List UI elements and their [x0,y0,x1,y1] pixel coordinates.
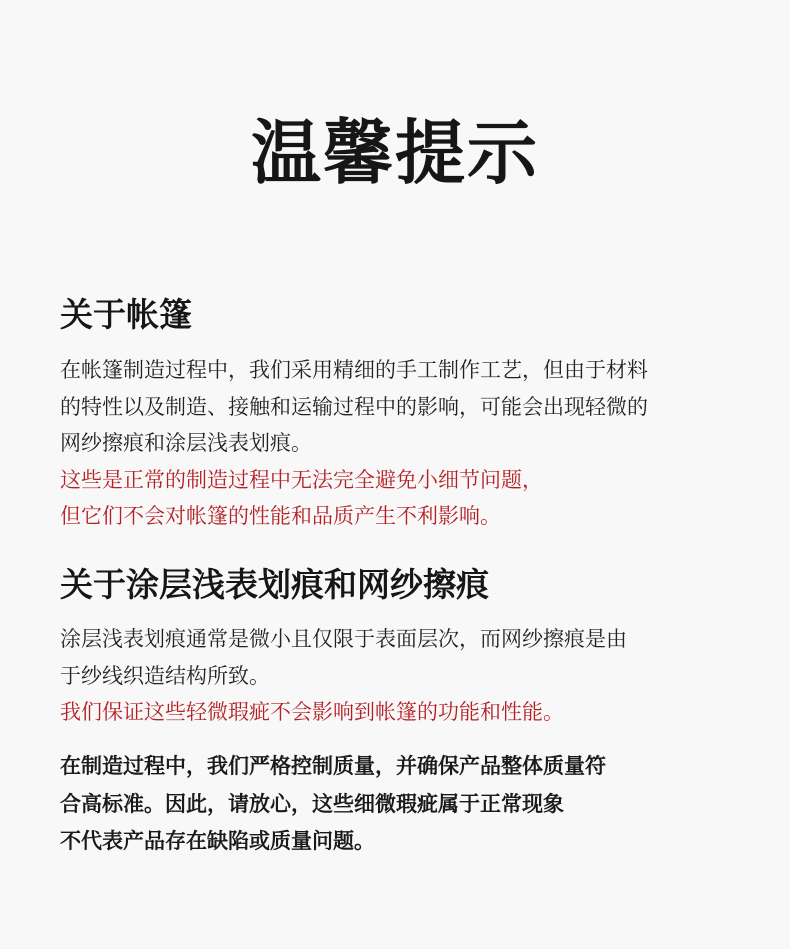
highlight-line: 这些是正常的制造过程中无法完全避免小细节问题， [60,467,543,492]
body-line: 网纱擦痕和涂层浅表划痕。 [60,431,312,455]
section-heading: 关于涂层浅表划痕和网纱擦痕 [60,565,489,604]
section-about-tent [60,293,750,535]
highlight-line: 但它们不会对帐篷的性能和品质产生不利影响。 [60,504,501,528]
statement-line: 合高标准。因此，请放心，这些细微瑕疵属于正常现象 [60,791,564,816]
statement-line: 在制造过程中，我们严格控制质量，并确保产品整体质量符 [60,754,606,778]
section-heading: 关于帐篷 [60,295,192,334]
page-title: 温馨提示 [251,112,539,194]
section-quality-statement [60,748,750,861]
section-about-scratches [60,563,750,731]
body-line: 于纱线织造结构所致。 [60,663,270,688]
highlight-line: 我们保证这些轻微瑕疵不会影响到帐篷的功能和性能。 [60,700,564,724]
body-line: 涂层浅表划痕通常是微小且仅限于表面层次，而网纱擦痕是由 [60,627,627,651]
statement-line: 不代表产品存在缺陷或质量问题。 [60,829,375,853]
body-line: 在帐篷制造过程中，我们采用精细的手工制作工艺，但由于材料 [60,358,648,382]
body-line: 的特性以及制造、接触和运输过程中的影响，可能会出现轻微的 [60,394,648,419]
